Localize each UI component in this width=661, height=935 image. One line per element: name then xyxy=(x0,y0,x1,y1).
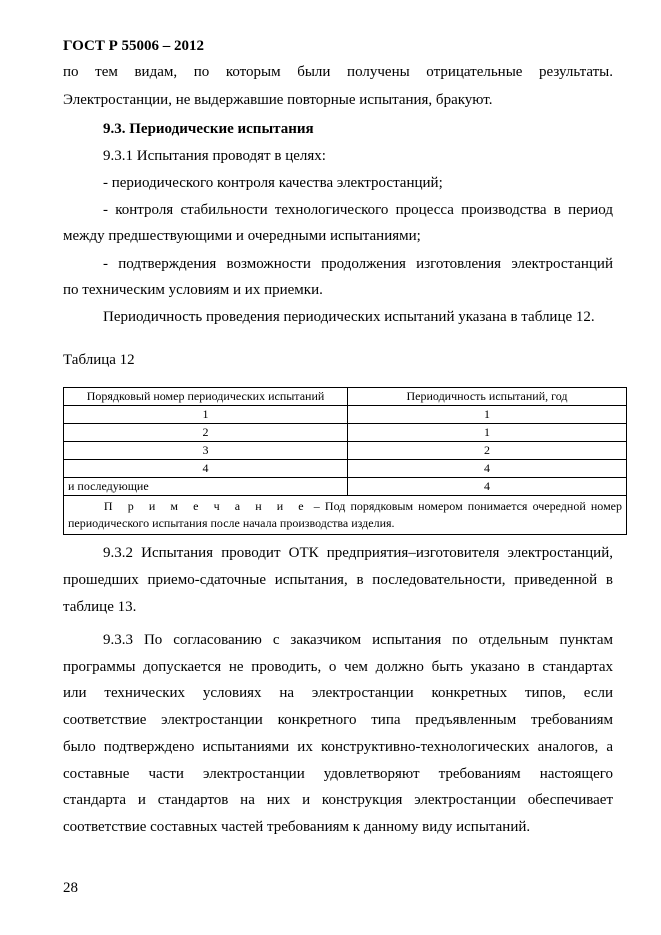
list-item-continuation: между предшествующими и очередными испытаниями; xyxy=(63,228,421,244)
table-row xyxy=(64,478,627,496)
paragraph-line: программы допускается не проводить, о чем должно быть указано в стандартах xyxy=(63,659,613,675)
paragraph-line: прошедших приемо-сдаточные испытания, в последовательности, приведенной в xyxy=(63,572,613,588)
paragraph-line: стандарта и стандартов на них и конструкция электростанции обеспечивает xyxy=(63,792,613,808)
paragraph-line: составные части электростанции удовлетворяют требованиям настоящего xyxy=(63,766,613,782)
table-row xyxy=(64,460,627,478)
periodicity-table xyxy=(63,387,627,535)
list-item: - контроля стабильности технологического процесса производства в период xyxy=(103,202,613,218)
section-title: 9.3. Периодические испытания xyxy=(103,121,314,137)
table-cell: 4 xyxy=(348,478,627,496)
paragraph-line: соответствие электростанции конкретного типа предъявленным требованиям xyxy=(63,712,613,728)
list-item: - периодического контроля качества электростанций; xyxy=(103,175,443,191)
table-cell: 2 xyxy=(348,442,627,460)
paragraph-line: таблице 13. xyxy=(63,599,137,615)
paragraph-line: 9.3.3 По согласованию с заказчиком испытания по отдельным пунктам xyxy=(103,632,613,648)
table-row xyxy=(64,424,627,442)
table-cell: 1 xyxy=(348,406,627,424)
table-cell: 1 xyxy=(64,406,348,424)
paragraph-line: 9.3.2 Испытания проводит ОТК предприятия–изготовителя электростанций, xyxy=(103,545,613,561)
paragraph-line: Периодичность проведения периодических испытаний указана в таблице 12. xyxy=(103,309,595,325)
page-number: 28 xyxy=(63,880,78,896)
table-header-cell: Порядковый номер периодических испытаний xyxy=(64,388,348,406)
table-note-row xyxy=(64,496,627,535)
document-header: ГОСТ Р 55006 – 2012 xyxy=(63,38,205,54)
table-cell: и последующие xyxy=(64,478,348,496)
list-item: - подтверждения возможности продолжения изготовления электростанций xyxy=(103,256,613,272)
note-text: – Под порядковым номером понимается очередной номер периодического испытания после начала производства изделия. xyxy=(68,499,622,530)
table-header-row xyxy=(64,388,627,406)
table-cell: 4 xyxy=(64,460,348,478)
list-item-continuation: по техническим условиям и их приемки. xyxy=(63,282,323,298)
table-row xyxy=(64,406,627,424)
table-row xyxy=(64,442,627,460)
table-caption: Таблица 12 xyxy=(63,352,135,368)
paragraph-line: по тем видам, по которым были получены отрицательные результаты. xyxy=(63,64,613,80)
paragraph-line: или технических условиях на электростанции конкретных типов, если xyxy=(63,685,613,701)
table-cell: 4 xyxy=(348,460,627,478)
paragraph-line: Электростанции, не выдержавшие повторные испытания, бракуют. xyxy=(63,92,493,108)
table-note xyxy=(64,496,627,535)
paragraph-line: 9.3.1 Испытания проводят в целях: xyxy=(103,148,326,164)
note-label: П р и м е ч а н и е xyxy=(103,499,309,513)
paragraph-line: было подтверждено испытаниями их конструктивно-технологических аналогов, а xyxy=(63,739,613,755)
table-cell: 1 xyxy=(348,424,627,442)
table-header-cell: Периодичность испытаний, год xyxy=(348,388,627,406)
table-cell: 3 xyxy=(64,442,348,460)
table-cell: 2 xyxy=(64,424,348,442)
paragraph-line: соответствие составных частей требованиям к данному виду испытаний. xyxy=(63,819,531,835)
